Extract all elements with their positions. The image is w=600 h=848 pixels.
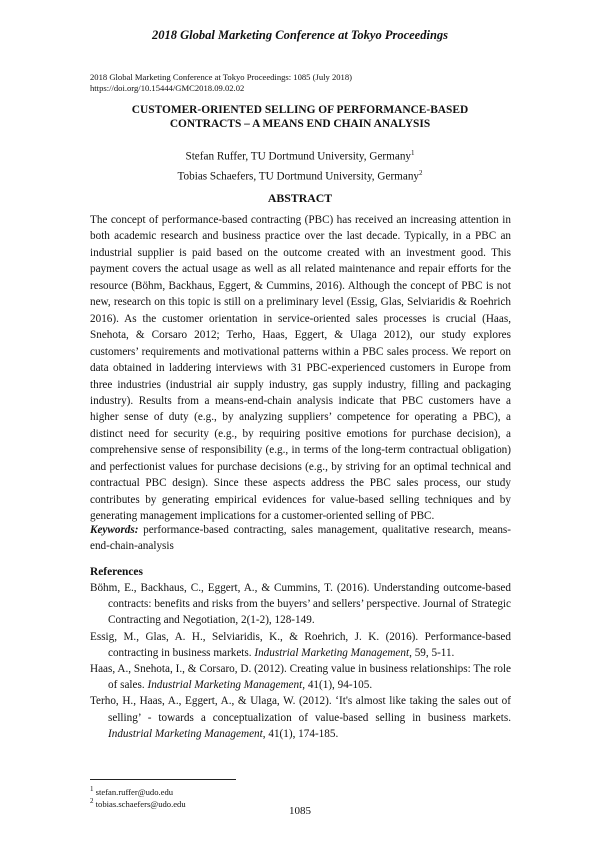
author-name: Tobias Schaefers, TU Dortmund University, Germany [177, 170, 420, 183]
page-number: 1085 [289, 805, 311, 817]
footnote-marker: 2 [419, 168, 423, 177]
references-list [90, 580, 511, 742]
email-text: tobias.schaefers@udo.edu [93, 798, 186, 809]
footnote: $^1$ stefan.ruffer@udo.edu [90, 785, 174, 797]
keywords-block [90, 522, 511, 555]
doi-line: https://doi.org/10.15444/GMC2018.09.02.02 [90, 83, 245, 93]
paper-title [60, 103, 540, 131]
reference-item: Terho, H., Haas, A., Eggert, A., & Ulaga, W. (2012). ‘It's almost like taking the sales out of selling’ - towards a conceptualization of value-based selling in business markets. Industrial Marketing Management, 41(1), 174-185. [90, 695, 511, 740]
author-name: Stefan Ruffer, TU Dortmund University, Germany [185, 150, 412, 163]
title-line: CONTRACTS – A MEANS END CHAIN ANALYSIS [169, 118, 431, 130]
citation-block [90, 72, 352, 94]
title-line: CUSTOMER-ORIENTED SELLING OF PERFORMANCE-BASED [131, 104, 469, 116]
author-list [60, 145, 540, 184]
journal-name: Industrial Marketing Management [147, 679, 303, 692]
footnote-divider [90, 779, 236, 780]
citation-line: 2018 Global Marketing Conference at Tokyo Proceedings: 1085 (July 2018) [90, 72, 353, 82]
author-line [60, 165, 540, 185]
abstract-body: The concept of performance-based contracting (PBC) has received an increasing attention in both academic research and business practice over the last decade. Typically, in a PBC an industrial supplier is paid based on the outcome created with an investment good. This payment covers the actual usage as well as all related maintenance and repair efforts for the resource (Böhm, Backhaus, Eggert, & Cummins, 2016). Although the concept of PBC is not new, research on this topic is still on a preliminary level (Essig, Glas, Selviaridis & Roehrich 2016). As the customer orientation in service-oriented sales processes is crucial (Haas, Snehota, & Corsaro 2012; Terho, Haas, Eggert, & Ulaga 2012), our study explores customers’ requirements and motivational patterns within a PBC sales process. We report on data obtained in laddering interviews with 31 PBC-experienced customers in Europe from three industries (industrial air supply industry, gas supply industry, filling and packaging industry). Results from a means-end-chain analysis indicate that PBC customers have a higher sense of duty (e.g., by analyzing suppliers’ competence for operating a PBC), a distinct need for security (e.g., by requiring positive emotions for purchase decision), a comprehensive sense of responsibility (e.g., in terms of the long-term contractual obligation) and perfectionist values for purchase decisions (e.g., by striving for an optimal technical and contractual PBC design). Since these aspects address the PBC sales process, our study contributes by generating empirical evidences for value-based selling techniques and by generating management implications for a customer-oriented selling of PBC. [90, 214, 511, 523]
running-header: 2018 Global Marketing Conference at Tokyo Proceedings [151, 28, 449, 42]
footnote-marker: 1 [411, 149, 415, 157]
keywords-label: Keywords: [90, 524, 139, 536]
journal-name: Industrial Marketing Management [108, 727, 263, 740]
references-heading: References [90, 566, 143, 578]
footnote: $^2$ tobias.schaefers@udo.edu [90, 797, 186, 809]
keywords-text: performance-based contracting, sales management, qualitative research, means-end-chain-analysis [90, 524, 511, 553]
author-line [60, 145, 540, 165]
email-text: stefan.ruffer@udo.edu [93, 786, 174, 797]
journal-name: Industrial Marketing Management [254, 646, 410, 659]
reference-item: Haas, A., Snehota, I., & Corsaro, D. (2012). Creating value in business relationships: The role of sales. Industrial Marketing Management, 41(1), 94-105. [90, 663, 511, 692]
reference-item: Essig, M., Glas, A. H., Selviaridis, K., & Roehrich, J. K. (2016). Performance-based contracting in business markets. Industrial Marketing Management, 59, 5-11. [90, 630, 511, 659]
reference-item: Böhm, E., Backhaus, C., Eggert, A., & Cummins, T. (2016). Understanding outcome-based contracts: benefits and risks from the buyers’ and sellers’ perspective. Journal of Strategic Contracting and Negotiation, 2(1-2), 128-149. [90, 582, 511, 627]
abstract-heading: ABSTRACT [267, 191, 333, 205]
